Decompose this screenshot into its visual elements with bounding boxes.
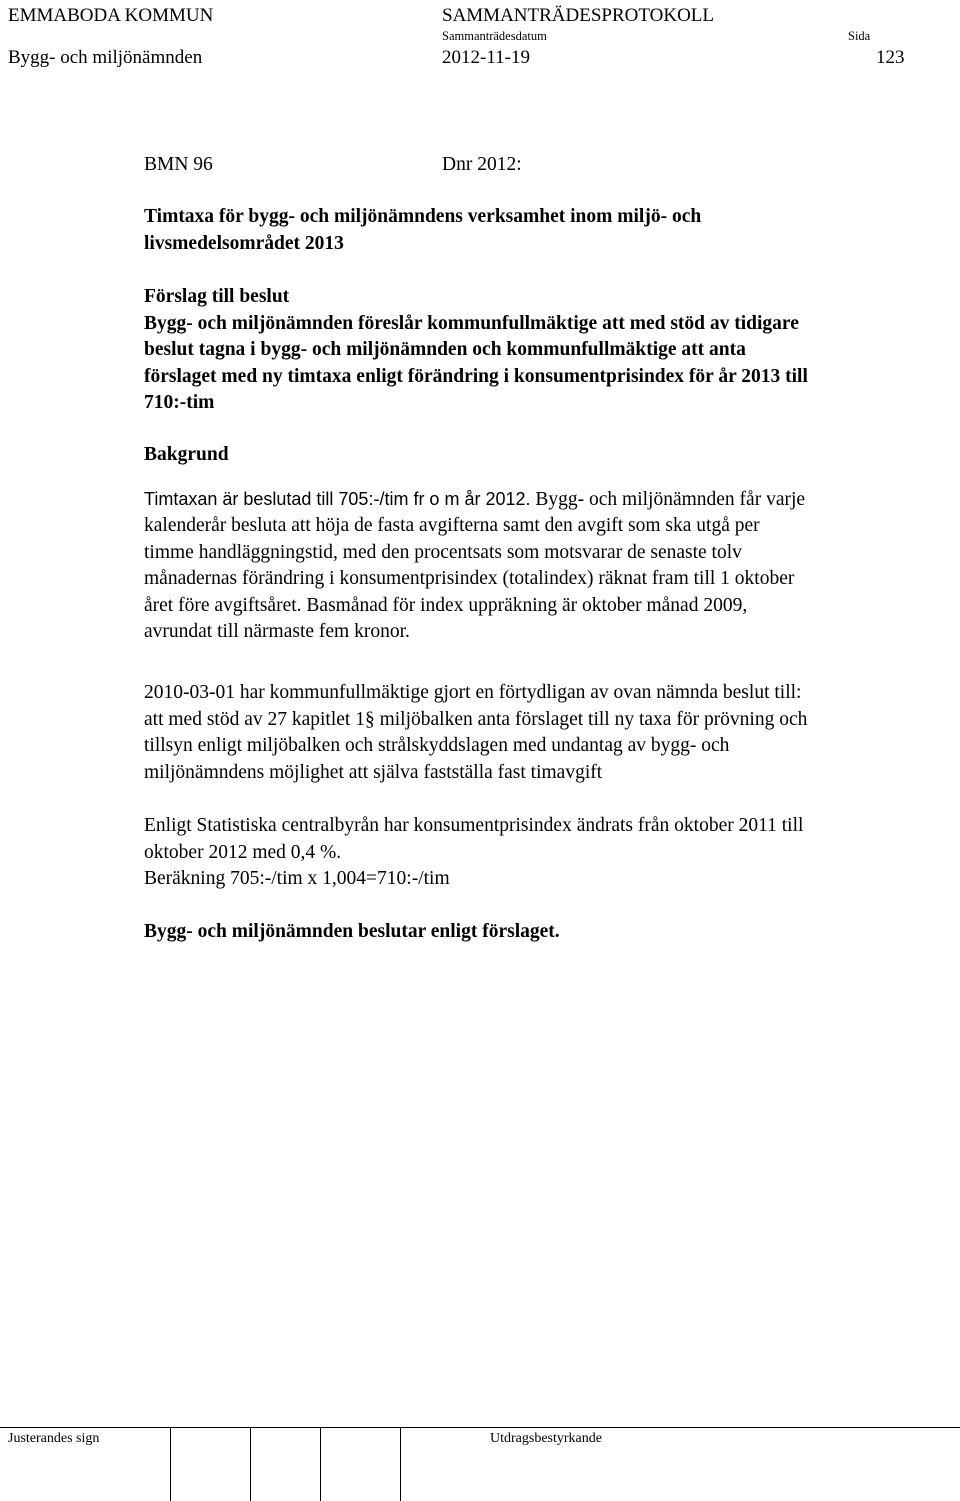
proposal-line: förslaget med ny timtaxa enligt förändring i konsumentprisindex för år 2013 till xyxy=(144,365,808,387)
background-heading: Bakgrund xyxy=(144,444,229,465)
background-line xyxy=(144,486,944,514)
committee-name: Bygg- och miljönämnden xyxy=(8,47,203,68)
history-line: 2010-03-01 har kommunfullmäktige gjort en förtydligan av ovan nämnda beslut till: xyxy=(144,682,802,703)
signature-box-divider xyxy=(170,1427,171,1501)
background-line: året före avgiftsåret. Basmånad för index uppräkning är oktober månad 2009, xyxy=(144,594,748,616)
signature-box-divider xyxy=(250,1427,251,1501)
history-line: miljönämndens möjlighet att själva fastställa fast timavgift xyxy=(144,761,603,783)
proposal-heading: Förslag till beslut xyxy=(144,286,290,307)
municipality-name: EMMABODA KOMMUN xyxy=(8,5,214,26)
diary-number: Dnr 2012: xyxy=(442,154,522,175)
background-section xyxy=(144,442,944,646)
statistics-line: oktober 2012 med 0,4 %. xyxy=(144,841,342,863)
signature-box-divider xyxy=(320,1427,321,1501)
case-title-line: Timtaxa för bygg- och miljönämndens verksamhet inom miljö- och xyxy=(144,206,702,227)
signature-box-divider xyxy=(400,1427,401,1501)
background-line: kalenderår besluta att höja de fasta avgifterna samt den avgift som ska utgå per xyxy=(144,515,760,536)
case-number: BMN 96 xyxy=(144,154,213,175)
proposal-line: Bygg- och miljönämnden föreslår kommunfullmäktige att med stöd av tidigare xyxy=(144,312,799,334)
case-title xyxy=(144,204,944,257)
page-label: Sida xyxy=(848,29,871,43)
statistics-section xyxy=(144,813,944,893)
proposal-line: beslut tagna i bygg- och miljönämnden och kommunfullmäktige att anta xyxy=(144,339,746,360)
protocol-title: SAMMANTRÄDESPROTOKOLL xyxy=(442,5,715,26)
background-intro-rest: Bygg- och miljönämnden får varje xyxy=(535,488,806,510)
decision-text: Bygg- och miljönämnden beslutar enligt förslaget. xyxy=(144,921,560,942)
meeting-date: 2012-11-19 xyxy=(442,47,530,68)
date-label: Sammanträdesdatum xyxy=(442,29,547,43)
background-line: timme handläggningstid, med den procentsats som motsvarar de senaste tolv xyxy=(144,541,742,563)
footer-left-label: Justerandes sign xyxy=(8,1431,100,1446)
history-section xyxy=(144,680,944,786)
footer-divider xyxy=(0,1427,960,1428)
statistics-line: Enligt Statistiska centralbyrån har konsumentprisindex ändrats från oktober 2011 till xyxy=(144,815,804,836)
background-line: avrundat till närmaste fem kronor. xyxy=(144,621,410,642)
history-line: att med stöd av 27 kapitlet 1§ miljöbalken anta förslaget till ny taxa för prövning och xyxy=(144,708,808,730)
footer-right-label: Utdragsbestyrkande xyxy=(490,1431,602,1446)
background-line: månadernas förändring i konsumentprisindex (totalindex) räknat fram till 1 oktober xyxy=(144,568,795,589)
case-title-line: livsmedelsområdet 2013 xyxy=(144,232,344,254)
history-line: tillsyn enligt miljöbalken och strålskyddslagen med undantag av bygg- och xyxy=(144,735,730,756)
background-intro: Timtaxan är beslutad till 705:-/tim fr o m år 2012. xyxy=(144,488,531,509)
statistics-line: Beräkning 705:-/tim x 1,004=710:-/tim xyxy=(144,868,450,889)
page-number: 123 xyxy=(876,47,905,68)
proposal-line: 710:-tim xyxy=(144,392,215,413)
proposal-section xyxy=(144,284,944,417)
